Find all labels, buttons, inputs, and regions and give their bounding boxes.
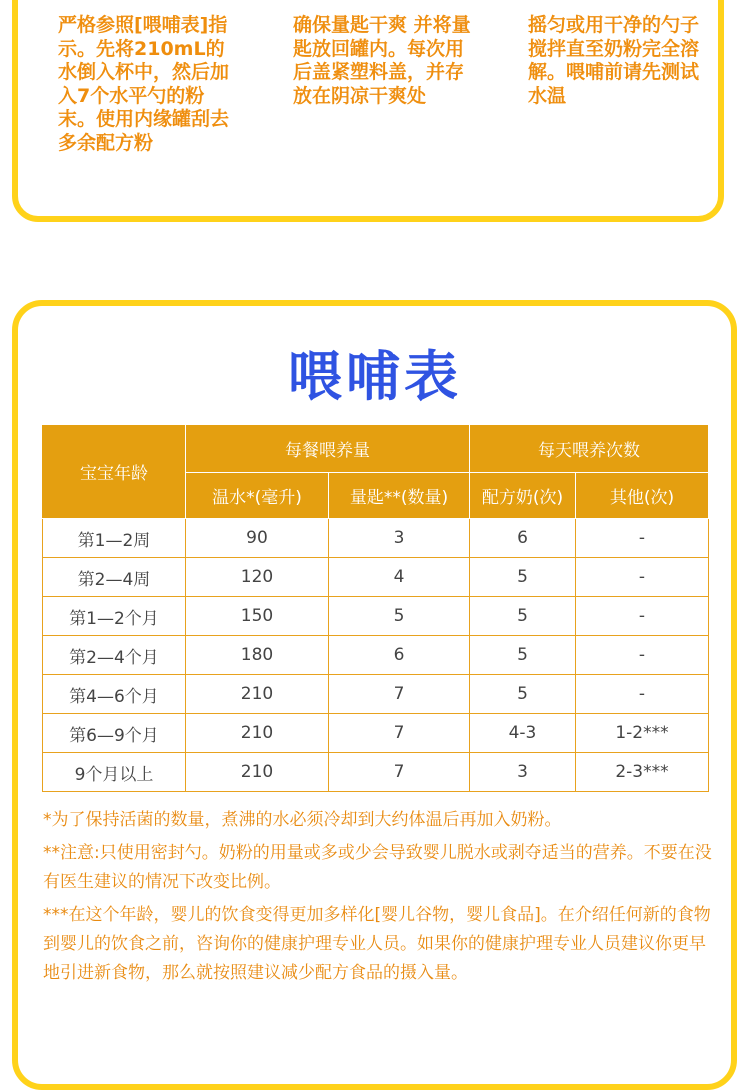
table-row xyxy=(43,714,709,753)
cell-age: 第1—2个月 xyxy=(43,597,186,636)
table-row xyxy=(43,597,709,636)
cell-age: 9个月以上 xyxy=(43,753,186,792)
cell-water: 210 xyxy=(186,714,329,753)
cell-formula: 5 xyxy=(470,597,576,636)
cell-formula: 3 xyxy=(470,753,576,792)
cell-formula: 5 xyxy=(470,636,576,675)
cell-water: 210 xyxy=(186,675,329,714)
footnote-water: *为了保持活菌的数量，煮沸的水必须冷却到大约体温后再加入奶粉。 xyxy=(43,810,562,830)
cell-scoops: 6 xyxy=(329,636,470,675)
cell-age: 第1—2周 xyxy=(43,519,186,558)
cell-scoops: 7 xyxy=(329,714,470,753)
cell-water: 180 xyxy=(186,636,329,675)
table-row xyxy=(43,636,709,675)
cell-water: 120 xyxy=(186,558,329,597)
header-per-day: 每天喂养次数 xyxy=(470,425,709,473)
cell-age: 第4—6个月 xyxy=(43,675,186,714)
cell-scoops: 3 xyxy=(329,519,470,558)
cell-other: - xyxy=(576,597,709,636)
table-row xyxy=(43,558,709,597)
cell-other: 1-2*** xyxy=(576,714,709,753)
feeding-chart-title: 喂哺表 xyxy=(288,345,462,408)
cell-other: - xyxy=(576,519,709,558)
cell-age: 第2—4周 xyxy=(43,558,186,597)
footnote-scoop: **注意:只使用密封勺。奶粉的用量或多或少会导致婴儿脱水或剥夺适当的营养。不要在没有医生建议的情况下改变比例。 xyxy=(43,843,712,892)
header-formula: 配方奶(次) xyxy=(470,473,576,519)
header-warm-water: 温水*(毫升) xyxy=(186,473,329,519)
table-row xyxy=(43,519,709,558)
cell-scoops: 4 xyxy=(329,558,470,597)
table-row xyxy=(43,753,709,792)
cell-water: 150 xyxy=(186,597,329,636)
cell-scoops: 5 xyxy=(329,597,470,636)
instruction-step-3: 摇匀或用干净的勺子搅拌直至奶粉完全溶解。喂哺前请先测试水温 xyxy=(528,14,700,107)
instruction-step-1: 严格参照[喂哺表]指示。先将210mL的水倒入杯中，然后加入7个水平勺的粉末。使用内缘罐刮去多余配方粉 xyxy=(58,14,230,154)
cell-scoops: 7 xyxy=(329,675,470,714)
footnotes xyxy=(43,806,713,988)
cell-formula: 4-3 xyxy=(470,714,576,753)
header-scoops: 量匙**(数量) xyxy=(329,473,470,519)
cell-age: 第6—9个月 xyxy=(43,714,186,753)
table-row xyxy=(43,675,709,714)
cell-scoops: 7 xyxy=(329,753,470,792)
header-baby-age: 宝宝年龄 xyxy=(43,425,186,519)
cell-other: - xyxy=(576,558,709,597)
header-per-meal: 每餐喂养量 xyxy=(186,425,470,473)
cell-water: 90 xyxy=(186,519,329,558)
cell-formula: 5 xyxy=(470,675,576,714)
cell-other: - xyxy=(576,636,709,675)
feeding-table xyxy=(42,424,709,792)
cell-formula: 5 xyxy=(470,558,576,597)
cell-other: 2-3*** xyxy=(576,753,709,792)
cell-age: 第2—4个月 xyxy=(43,636,186,675)
cell-water: 210 xyxy=(186,753,329,792)
cell-formula: 6 xyxy=(470,519,576,558)
header-other: 其他(次) xyxy=(576,473,709,519)
footnote-diet: ***在这个年龄，婴儿的饮食变得更加多样化[婴儿谷物，婴儿食品]。在介绍任何新的食物到婴儿的饮食之前，咨询你的健康护理专业人员。如果你的健康护理专业人员建议你更早地引进新食物，那么就按照建议减少配方食品的摄入量。 xyxy=(43,905,711,983)
cell-other: - xyxy=(576,675,709,714)
instruction-step-2: 确保量匙干爽 并将量匙放回罐内。每次用后盖紧塑料盖，并存放在阴凉干爽处 xyxy=(293,14,471,107)
